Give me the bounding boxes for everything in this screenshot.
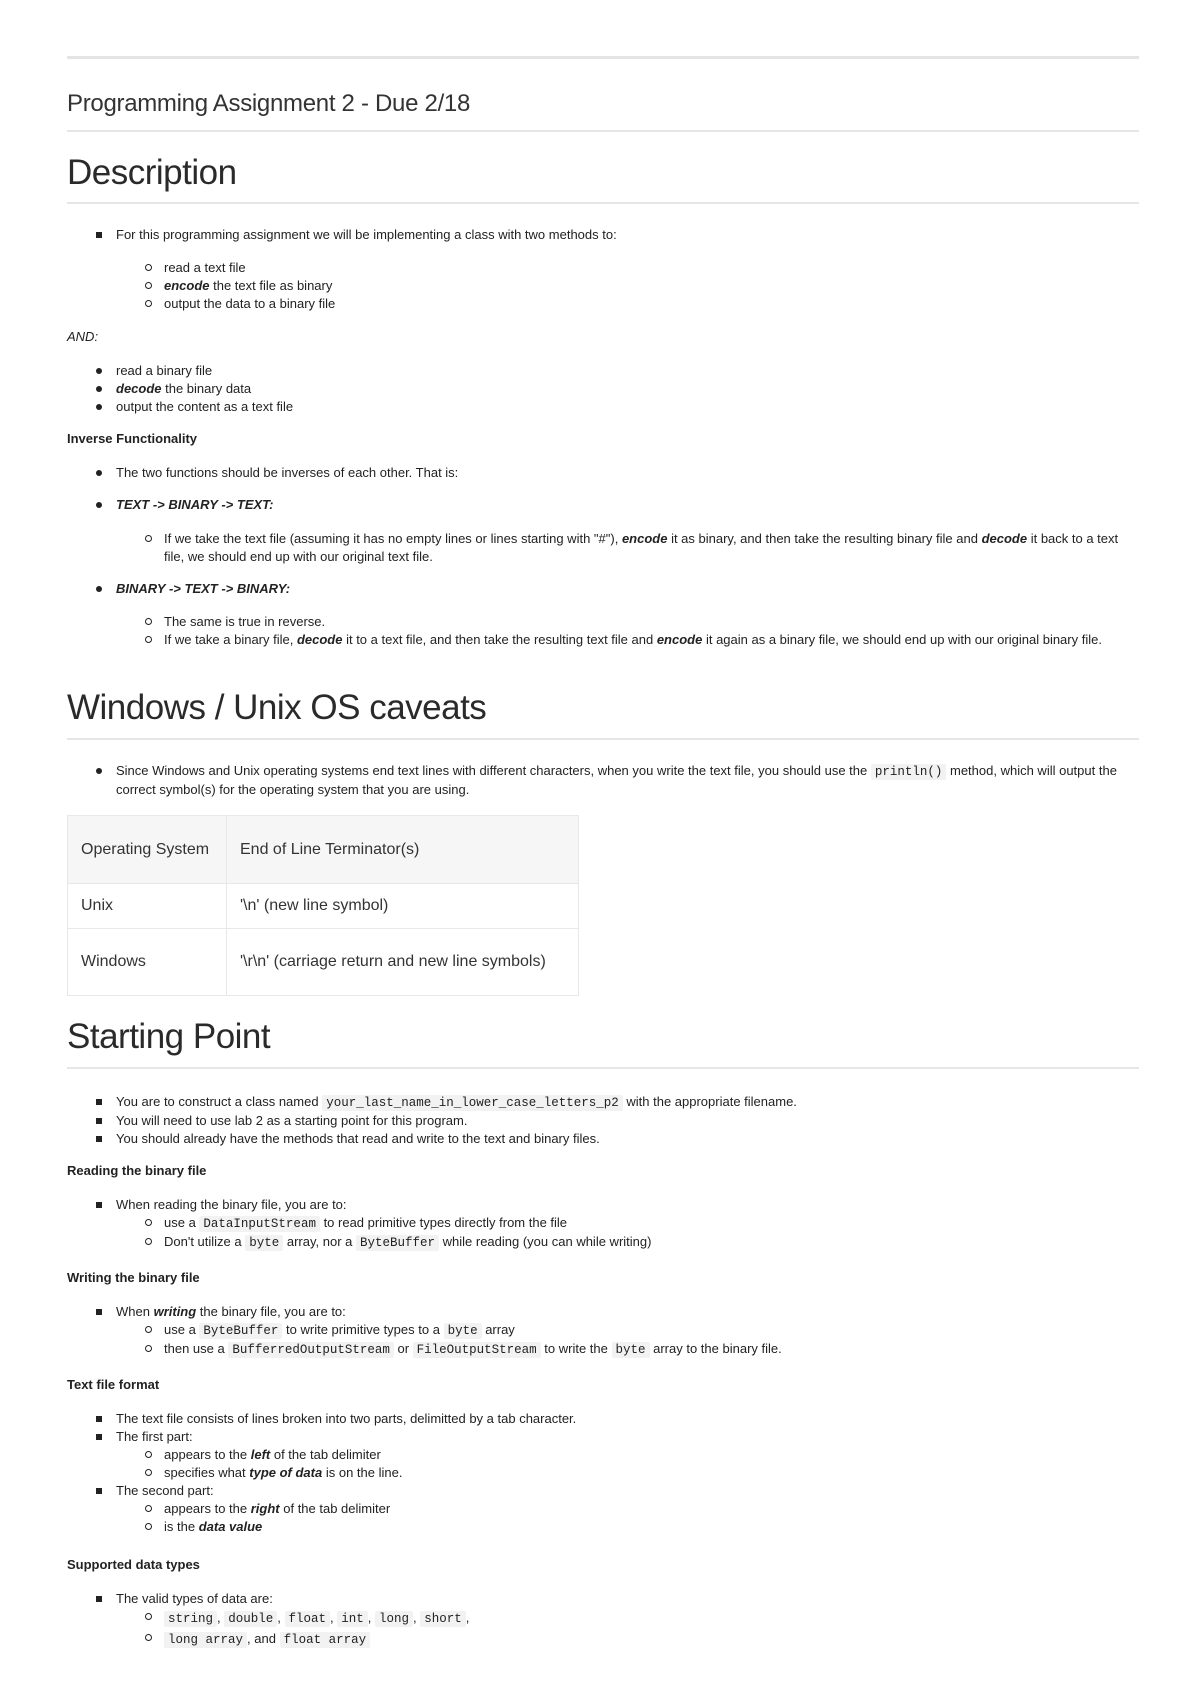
document-title: Programming Assignment 2 - Due 2/18 xyxy=(67,90,471,117)
list-item: use a ByteBuffer to write primitive types to a byte array xyxy=(67,1321,1139,1340)
list-item: The valid types of data are: string , double , float , int , long , short , long array , and float array xyxy=(67,1590,1139,1650)
list-item: You are to construct a class named your_last_name_in_lower_case_letters_p2 with the appropriate filename. xyxy=(67,1093,1139,1112)
reading-binary-file xyxy=(67,1196,1139,1252)
table-cell: '\r\n' (carriage return and new line symbols) xyxy=(227,929,579,996)
text-binary-text-detail xyxy=(67,530,1139,566)
top-divider xyxy=(67,56,1139,59)
binary-text-binary xyxy=(67,580,1139,598)
line-terminator-table xyxy=(67,815,579,996)
reading-binary-file-label: Reading the binary file xyxy=(67,1163,207,1178)
list-item: appears to the left of the tab delimiter xyxy=(67,1446,1139,1464)
list-item: If we take the text file (assuming it has no empty lines or lines starting with "#"), encode it as binary, and then take the resulting binary file and decode it back to a text file, we should end up with our original text file. xyxy=(67,530,1139,566)
list-item: You should already have the methods that read and write to the text and binary files. xyxy=(67,1130,1139,1148)
decode-steps xyxy=(67,362,1139,416)
description-heading: Description xyxy=(67,153,237,192)
inverse-functionality-label: Inverse Functionality xyxy=(67,431,198,446)
list-item: The second part: appears to the right of the tab delimiter is the data value xyxy=(67,1482,1139,1536)
description-intro xyxy=(67,226,1139,244)
list-item: The text file consists of lines broken into two parts, delimitted by a tab character. xyxy=(67,1410,1139,1428)
title-divider xyxy=(67,130,1139,132)
list-item: then use a BufferredOutputStream or FileOutputStream to write the byte array to the binary file. xyxy=(67,1340,1139,1359)
list-item: is the data value xyxy=(67,1518,1139,1536)
list-item: BINARY -> TEXT -> BINARY: xyxy=(67,580,1139,598)
caveats-text xyxy=(67,762,1139,799)
list-item: decode the binary data xyxy=(67,380,1139,398)
starting-point-heading: Starting Point xyxy=(67,1017,271,1056)
supported-data-types xyxy=(67,1590,1139,1650)
table-cell: Windows xyxy=(68,929,227,996)
table-row xyxy=(68,884,579,929)
writing-binary-file xyxy=(67,1303,1139,1359)
list-item: string , double , float , int , long , short , xyxy=(67,1608,1139,1629)
starting-point-divider xyxy=(67,1067,1139,1069)
list-item: encode the text file as binary xyxy=(67,277,1139,295)
inverse-intro xyxy=(67,464,1139,482)
list-item: output the data to a binary file xyxy=(67,295,1139,313)
supported-data-types-label: Supported data types xyxy=(67,1557,200,1572)
and-label: AND: xyxy=(67,329,99,344)
list-item: read a text file xyxy=(67,259,1139,277)
description-divider xyxy=(67,202,1139,204)
list-item: read a binary file xyxy=(67,362,1139,380)
list-item: appears to the right of the tab delimiter xyxy=(67,1500,1139,1518)
table-cell: Unix xyxy=(68,884,227,929)
caveats-heading: Windows / Unix OS caveats xyxy=(67,688,487,727)
list-item: output the content as a text file xyxy=(67,398,1139,416)
list-item: You will need to use lab 2 as a starting point for this program. xyxy=(67,1112,1139,1130)
text-file-format xyxy=(67,1410,1139,1536)
encode-steps xyxy=(67,259,1139,313)
text-file-format-label: Text file format xyxy=(67,1377,160,1392)
list-item: TEXT -> BINARY -> TEXT: xyxy=(67,496,1139,514)
starting-point-items xyxy=(67,1093,1139,1148)
table-header-os: Operating System xyxy=(68,816,227,884)
list-item: Don't utilize a byte array, nor a ByteBuffer while reading (you can while writing) xyxy=(67,1233,1139,1252)
table-cell: '\n' (new line symbol) xyxy=(227,884,579,929)
binary-text-binary-detail xyxy=(67,613,1139,649)
list-item: The first part: appears to the left of the tab delimiter specifies what type of data is on the line. xyxy=(67,1428,1139,1482)
list-item: If we take a binary file, decode it to a text file, and then take the resulting text file and encode it again as a binary file, we should end up with our original binary file. xyxy=(67,631,1139,649)
writing-binary-file-label: Writing the binary file xyxy=(67,1270,200,1285)
list-item: The same is true in reverse. xyxy=(67,613,1139,631)
list-item: For this programming assignment we will be implementing a class with two methods to: xyxy=(67,226,1139,244)
text-binary-text xyxy=(67,496,1139,514)
list-item: Since Windows and Unix operating systems end text lines with different characters, when you write the text file, you should use the println() method, which will output the correct symbol(s) for the operating system that you are using. xyxy=(67,762,1139,799)
list-item: The two functions should be inverses of each other. That is: xyxy=(67,464,1139,482)
list-item: use a DataInputStream to read primitive types directly from the file xyxy=(67,1214,1139,1233)
list-item: long array , and float array xyxy=(67,1629,1139,1650)
table-header-terminator: End of Line Terminator(s) xyxy=(227,816,579,884)
caveats-divider xyxy=(67,738,1139,740)
table-row xyxy=(68,929,579,996)
list-item: specifies what type of data is on the line. xyxy=(67,1464,1139,1482)
list-item: When writing the binary file, you are to: use a ByteBuffer to write primitive types to a byte array then use a BufferredOutputStream or FileOutputStream to write the byte array to the binary file. xyxy=(67,1303,1139,1359)
list-item: When reading the binary file, you are to: use a DataInputStream to read primitive types directly from the file Don't utilize a byte array, nor a ByteBuffer while reading (you can while writing) xyxy=(67,1196,1139,1252)
